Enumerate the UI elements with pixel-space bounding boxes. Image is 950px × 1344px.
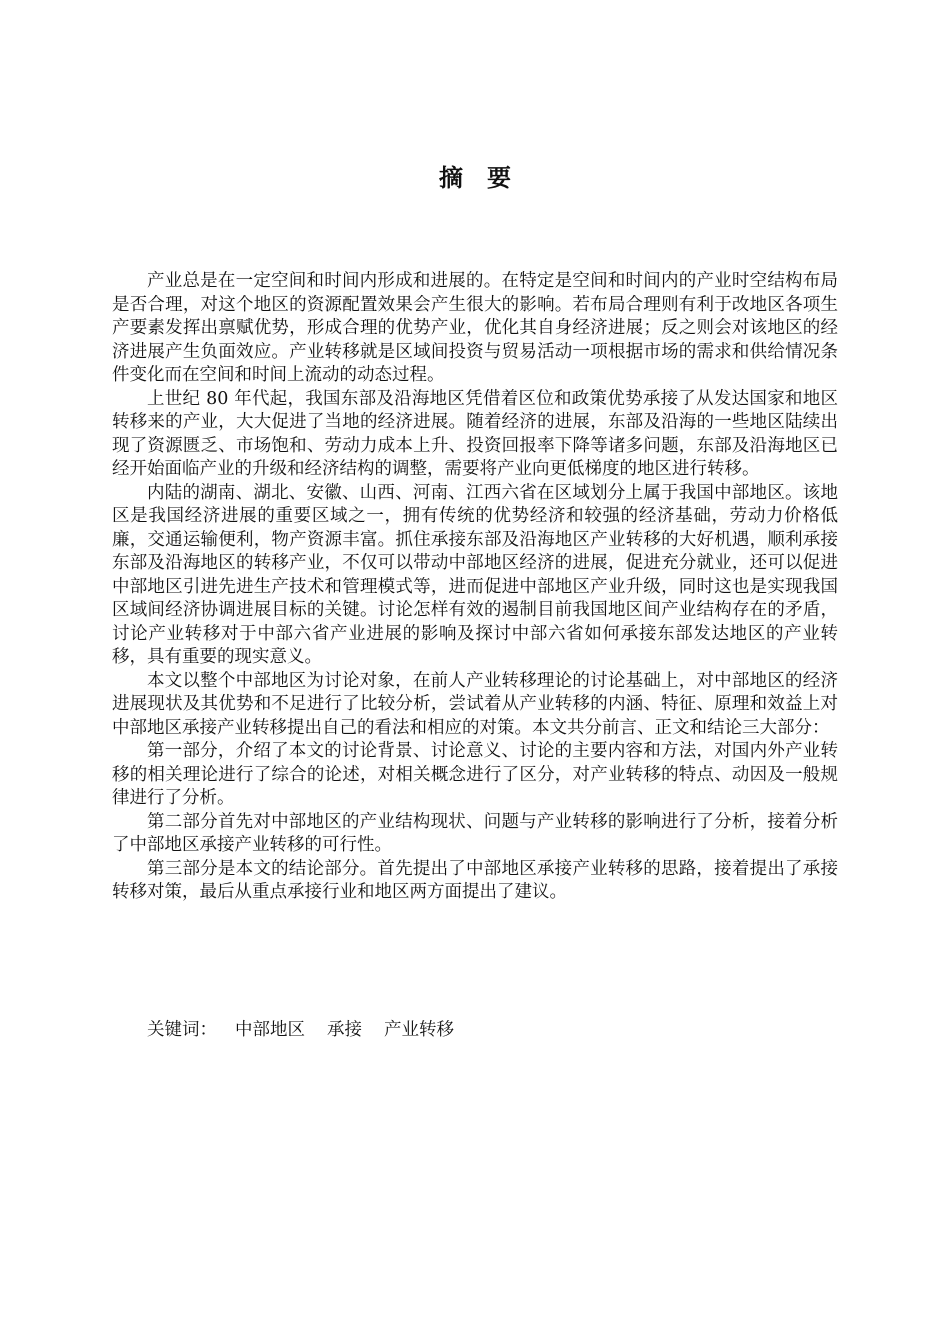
- paragraph: 第二部分首先对中部地区的产业结构现状、问题与产业转移的影响进行了分析，接着分析了中部地区承接产业转移的可行性。: [112, 811, 838, 855]
- keyword: 产业转移: [384, 1020, 454, 1040]
- keyword: 中部地区: [235, 1020, 305, 1040]
- paragraph: 第一部分，介绍了本文的讨论背景、讨论意义、讨论的主要内容和方法，对国内外产业转移的相关理论进行了综合的论述，对相关概念进行了区分，对产业转移的特点、动因及一般规律进行了分析。: [112, 741, 838, 808]
- paragraph: 产业总是在一定空间和时间内形成和进展的。在特定是空间和时间内的产业时空结构布局是否合理，对这个地区的资源配置效果会产生很大的影响。若布局合理则有利于改地区各项生产要素发挥出禀赋优势，形成合理的优势产业，优化其自身经济进展；反之则会对该地区的经济进展产生负面效应。产业转移就是区域间投资与贸易活动一项根据市场的需求和供给情况条件变化而在空间和时间上流动的动态过程。: [112, 271, 838, 385]
- keywords-line: [147, 1019, 476, 1042]
- paragraph: 内陆的湖南、湖北、安徽、山西、河南、江西六省在区域划分上属于我国中部地区。该地区是我国经济进展的重要区域之一，拥有传统的优势经济和较强的经济基础，劳动力价格低廉，交通运输便利，物产资源丰富。抓住承接东部及沿海地区产业转移的大好机遇，顺利承接东部及沿海地区的转移产业，不仅可以带动中部地区经济的进展，促进充分就业，还可以促进中部地区引进先进生产技术和管理模式等，进而促进中部地区产业升级，同时这也是实现我国区域间经济协调进展目标的关键。讨论怎样有效的遏制目前我国地区间产业结构存在的矛盾，讨论产业转移对于中部六省产业进展的影响及探讨中部六省如何承接东部发达地区的产业转移，具有重要的现实意义。: [112, 482, 838, 667]
- paragraph: 上世纪 80 年代起，我国东部及沿海地区凭借着区位和政策优势承接了从发达国家和地区转移来的产业，大大促进了当地的经济进展。随着经济的进展，东部及沿海的一些地区陆续出现了资源匮乏、市场饱和、劳动力成本上升、投资回报率下降等诸多问题，东部及沿海地区已经开始面临产业的升级和经济结构的调整，需要将产业向更低梯度的地区进行转移。: [112, 388, 838, 479]
- keywords-label: 关键词：: [147, 1020, 217, 1040]
- keyword: 承接: [327, 1020, 362, 1040]
- abstract-title: 摘要: [439, 164, 535, 192]
- paragraph: 第三部分是本文的结论部分。首先提出了中部地区承接产业转移的思路，接着提出了承接转移对策，最后从重点承接行业和地区两方面提出了建议。: [112, 858, 838, 902]
- paragraph: 本文以整个中部地区为讨论对象，在前人产业转移理论的讨论基础上，对中部地区的经济进展现状及其优势和不足进行了比较分析，尝试着从产业转移的内涵、特征、原理和效益上对中部地区承接产业转移提出自己的看法和相应的对策。本文共分前言、正文和结论三大部分：: [112, 670, 838, 738]
- abstract-body: [112, 270, 838, 905]
